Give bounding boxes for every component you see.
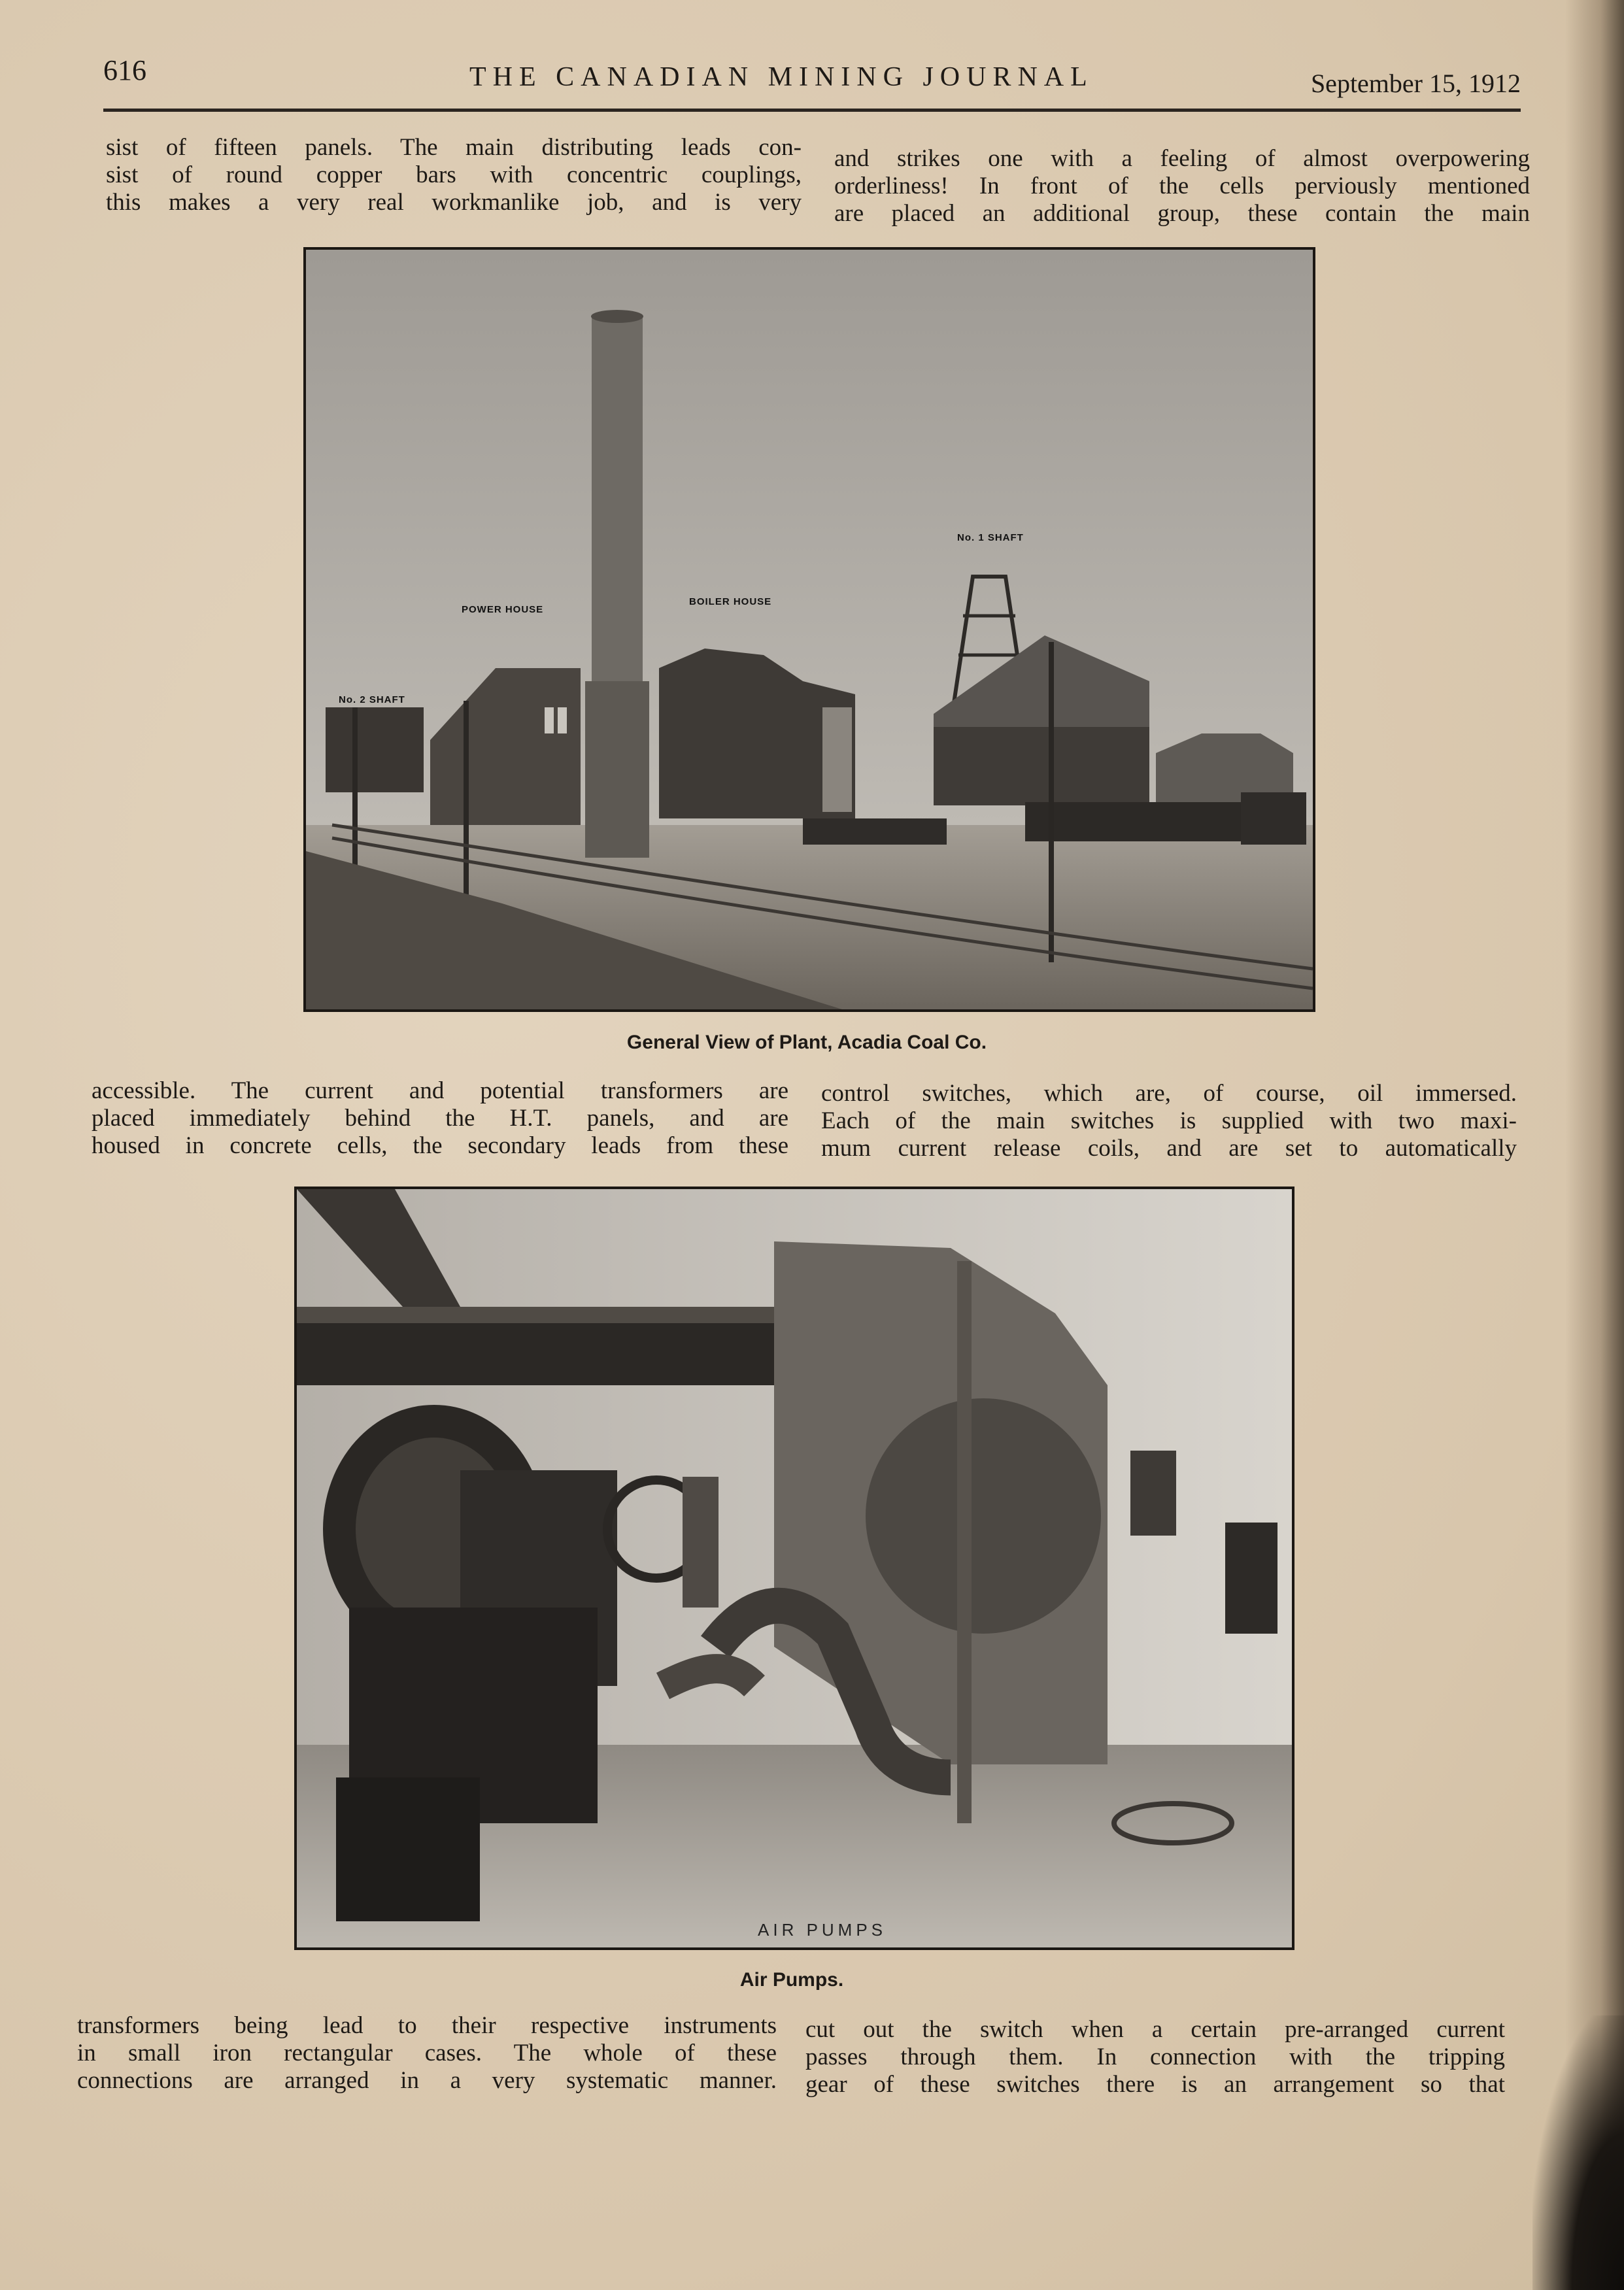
text-line: sist of round copper bars with concentric couplings, [106, 161, 802, 188]
page-header [103, 54, 1521, 114]
text-column-bottom-left [77, 2012, 777, 2095]
label-power-house: POWER HOUSE [462, 604, 544, 615]
text-column-middle-right [821, 1080, 1517, 1162]
text-line: mum current release coils, and are set to automatically [821, 1135, 1517, 1162]
label-no2-shaft: No. 2 SHAFT [339, 694, 405, 705]
journal-title: THE CANADIAN MINING JOURNAL [469, 62, 1094, 92]
header-rule [103, 109, 1521, 112]
text-line: sist of fifteen panels. The main distributing leads con- [106, 134, 802, 161]
page-number: 616 [103, 54, 146, 86]
text-line: placed immediately behind the H.T. panels, and are [92, 1105, 788, 1132]
text-line: passes through them. In connection with the tripping [805, 2044, 1505, 2070]
text-column-bottom-right [805, 2016, 1505, 2098]
text-column-top-left [106, 134, 802, 216]
page-edge-shadow [1565, 0, 1624, 2290]
text-line: orderliness! In front of the cells perviously mentioned [834, 173, 1530, 199]
text-line: gear of these switches there is an arrangement so that [805, 2071, 1505, 2098]
text-column-middle-left [92, 1077, 788, 1160]
issue-date: September 15, 1912 [1310, 69, 1521, 98]
text-line: transformers being lead to their respective instruments [77, 2012, 777, 2039]
plant-photo [303, 247, 1315, 1012]
text-column-top-right [834, 145, 1530, 227]
label-no1-shaft: No. 1 SHAFT [957, 532, 1024, 543]
page-corner-shadow [1532, 2015, 1624, 2290]
plant-photo-illustration [306, 250, 1313, 1009]
plant-photo-caption: General View of Plant, Acadia Coal Co. [626, 1032, 987, 1053]
label-air-pumps: AIR PUMPS [758, 1920, 887, 1940]
label-boiler-house: BOILER HOUSE [689, 596, 772, 607]
air-pumps-photo-illustration [297, 1189, 1292, 1947]
text-line: cut out the switch when a certain pre-arranged current [805, 2016, 1505, 2043]
air-pumps-caption: Air Pumps. [739, 1969, 844, 1991]
text-line: Each of the main switches is supplied with two maxi- [821, 1107, 1517, 1134]
text-line: in small iron rectangular cases. The whole of these [77, 2040, 777, 2066]
text-line: and strikes one with a feeling of almost overpowering [834, 145, 1530, 172]
text-line: housed in concrete cells, the secondary leads from these [92, 1132, 788, 1159]
text-line: this makes a very real workmanlike job, and is very [106, 189, 802, 216]
text-line: accessible. The current and potential transformers are [92, 1077, 788, 1104]
text-line: are placed an additional group, these contain the main [834, 200, 1530, 227]
air-pumps-photo [294, 1187, 1294, 1950]
text-line: control switches, which are, of course, oil immersed. [821, 1080, 1517, 1107]
text-line: connections are arranged in a very systematic manner. [77, 2067, 777, 2094]
